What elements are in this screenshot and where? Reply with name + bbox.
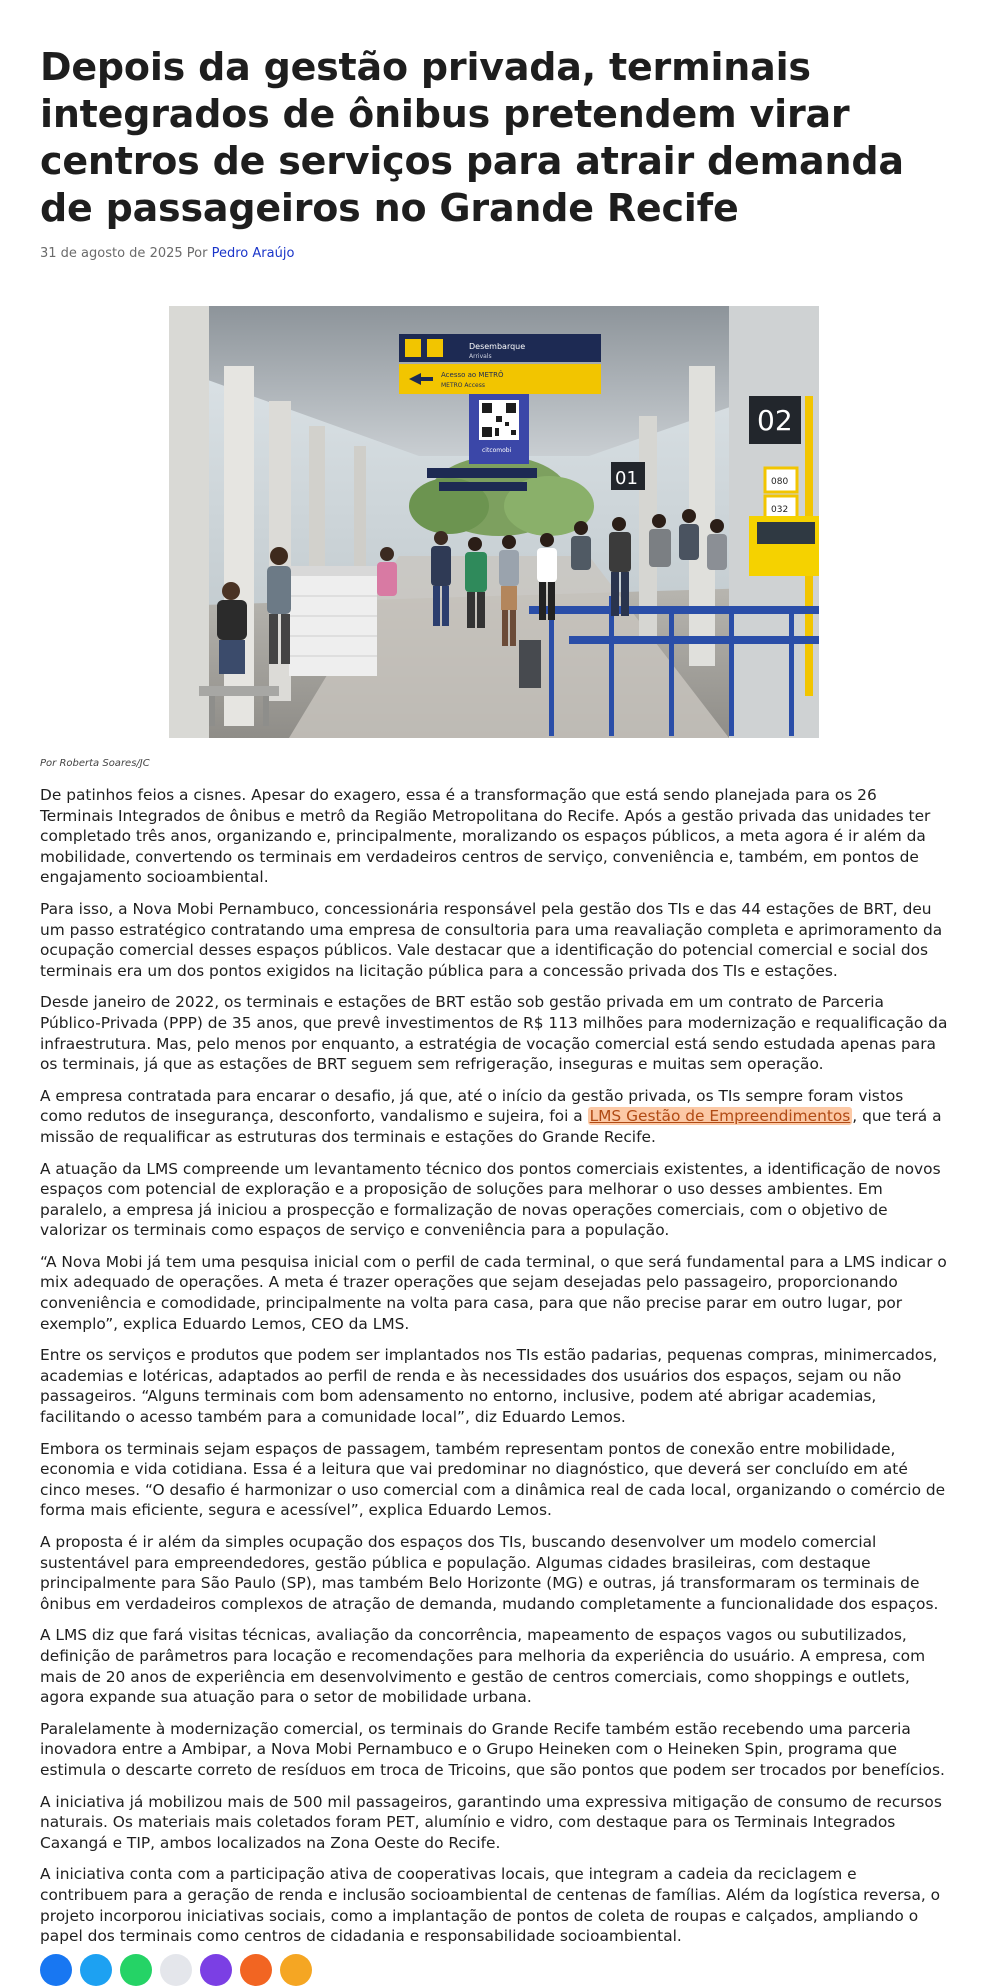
byline-prefix: Por	[186, 246, 208, 261]
whatsapp-icon[interactable]	[120, 1954, 152, 1986]
paragraph: Entre os serviços e produtos que podem ser implantados nos TIs estão padarias, pequenas compras, minimercados, academias e lotéricas, adaptados ao perfil de renda e às necessidades dos usuários dos espaços, sejam ou não passageiros. “Alguns terminais com bom adensamento no entorno, inclusive, podem até abrigar academias, facilitando o acesso também para a comunidade local”, diz Eduardo Lemos.	[40, 1346, 938, 1427]
sign-brand: citcomobi	[482, 447, 512, 454]
paragraph: Desde janeiro de 2022, os terminais e estações de BRT estão sob gestão privada em um contrato de Parceria Público-Privada (PPP) de 35 anos, que prevê investimentos de R$ 113 milhões para modernização e requalificação da infraestrutura. Mas, pelo menos por enquanto, a estratégia de vocação comercial está sendo estudada apenas para os terminais, já que as estações de BRT seguem sem refrigeração, inseguras e muitas sem operação.	[40, 993, 948, 1074]
email-icon[interactable]	[160, 1954, 192, 1986]
byline	[40, 246, 946, 262]
reddit-icon[interactable]	[240, 1954, 272, 1986]
paragraph-text: A empresa contratada para encarar o desafio, já que, até o início da gestão privada, os TIs sempre foram vistos como redutos de insegurança, desconforto, vandalismo e sujeira, foi a	[40, 1086, 904, 1126]
paragraph: A iniciativa conta com a participação ativa de cooperativas locais, que integram a cadeia da reciclagem e contribuem para a geração de renda e inclusão socioambiental de centenas de famílias. Além da logística reversa, o projeto incorporou iniciativas sociais, como a implantação de pontos de coleta de roupas e calçados, ampliando o papel dos terminais como centros de cidadania e responsabilidade socioambiental.	[40, 1865, 941, 1946]
publish-date: 31 de agosto de 2025	[40, 246, 183, 261]
article-photo	[169, 306, 819, 738]
gate-01-label: 01	[615, 468, 638, 489]
paragraph: “A Nova Mobi já tem uma pesquisa inicial com o perfil de cada terminal, o que será fundamental para a LMS indicar o mix adequado de operações. A meta é trazer operações que sejam desejadas pelo passageiro, proporcionando conveniência e comodidade, principalmente na volta para casa, para que não precise parar em outro lugar, por exemplo”, explica Eduardo Lemos, CEO da LMS.	[40, 1252, 947, 1333]
paragraph: A proposta é ir além da simples ocupação dos espaços dos TIs, buscando desenvolver um modelo comercial sustentável para empreendedores, gestão pública e população. Algumas cidades brasileiras, com destaque principalmente para São Paulo (SP), mas também Belo Horizonte (MG) e outras, já transformaram os terminais de ônibus em verdadeiros complexos de atração de demanda, mudando completamente a funcionalidade dos espaços.	[40, 1533, 939, 1613]
article-header	[40, 44, 946, 262]
paragraph-text: , que terá a missão de requalificar as estruturas dos terminais e estações do Grande Recife.	[40, 1107, 942, 1146]
paragraph: Para isso, a Nova Mobi Pernambuco, concessionária responsável pela gestão dos TIs e das 44 estações de BRT, deu um passo estratégico contratando uma empresa de consultoria para uma reavaliação completa e aprimoramento da ocupação comercial desses espaços públicos. Vale destacar que a identificação do potencial comercial e social dos terminais era um dos pontos exigidos na licitação pública para a concessão privada dos TIs e estações.	[40, 899, 943, 980]
author-link[interactable]: Pedro Araújo	[211, 246, 295, 261]
paragraph: Paralelamente à modernização comercial, os terminais do Grande Recife também estão recebendo uma parceria inovadora entre a Ambipar, a Nova Mobi Pernambuco e o Grupo Heineken com o Heineken Spin, programa que estimula o descarte correto de resíduos em troca de Tricoins, que são pontos que podem ser trocados por benefícios.	[40, 1719, 945, 1779]
photo-caption: Por Roberta Soares/JC	[40, 758, 150, 769]
facebook-icon[interactable]	[40, 1954, 72, 1986]
share-icon[interactable]	[280, 1954, 312, 1986]
share-bar	[40, 1954, 312, 1984]
route-080: 080	[771, 477, 789, 487]
paragraph: De patinhos feios a cisnes. Apesar do exagero, essa é a transformação que está sendo planejada para os 26 Terminais Integrados de ônibus e metrô da Região Metropolitana do Recife. Após a gestão privada das unidades ter completado três anos, organizando e, principalmente, moralizando os espaços públicos, a meta agora é ir além da mobilidade, convertendo os terminais em verdadeiros centros de serviço, conveniência e, também, em pontos de engajamento socioambiental.	[40, 786, 931, 887]
paragraph	[40, 1086, 948, 1148]
paragraph: Embora os terminais sejam espaços de passagem, também representam pontos de conexão entre mobilidade, economia e vida cotidiana. Essa é a leitura que vai predominar no diagnóstico, que deverá ser concluído em até cinco meses. “O desafio é harmonizar o uso comercial com a dinâmica real de cada local, organizando o comércio de forma mais eficiente, segura e acessível”, explica Eduardo Lemos.	[40, 1439, 946, 1520]
threads-icon[interactable]	[200, 1954, 232, 1986]
sign-arrivals: Arrivals	[469, 353, 492, 360]
article-title: Depois da gestão privada, terminais integrados de ônibus pretendem virar centros de serviços para atrair demanda de passageiros no Grande Recife	[40, 45, 904, 230]
paragraph: A atuação da LMS compreende um levantamento técnico dos pontos comerciais existentes, a identificação de novos espaços com potencial de exploração e a proposição de soluções para melhorar o uso desses ambientes. Em paralelo, a empresa já iniciou a prospecção e formalização de novas operações comerciais, com o objetivo de valorizar os terminais como espaços de serviço e conveniência para a população.	[40, 1159, 941, 1240]
sign-metro-en: METRO Access	[441, 382, 485, 389]
twitter-icon[interactable]	[80, 1954, 112, 1986]
paragraph: A LMS diz que fará visitas técnicas, avaliação da concorrência, mapeamento de espaços vagos ou subutilizados, definição de parâmetros para locação e recomendações para melhoria da experiência do usuário. A empresa, com mais de 20 anos de experiência em desenvolvimento e gestão de centros comerciais, como shoppings e outlets, agora expande sua atuação para o setor de mobilidade urbana.	[40, 1626, 926, 1707]
sign-metro: Acesso ao METRÔ	[441, 371, 504, 379]
route-032: 032	[771, 505, 789, 515]
gate-02-label: 02	[757, 404, 793, 437]
paragraph: A iniciativa já mobilizou mais de 500 mil passageiros, garantindo uma expressiva mitigação de consumo de recursos naturais. Os materiais mais coletados foram PET, alumínio e vidro, com destaque para os Terminais Integrados Caxangá e TIP, ambos localizados na Zona Oeste do Recife.	[40, 1792, 942, 1852]
lms-company-link[interactable]: LMS Gestão de Empreendimentos	[589, 1107, 851, 1126]
article-body	[40, 785, 948, 1958]
sign-desembarque: Desembarque	[469, 342, 526, 351]
